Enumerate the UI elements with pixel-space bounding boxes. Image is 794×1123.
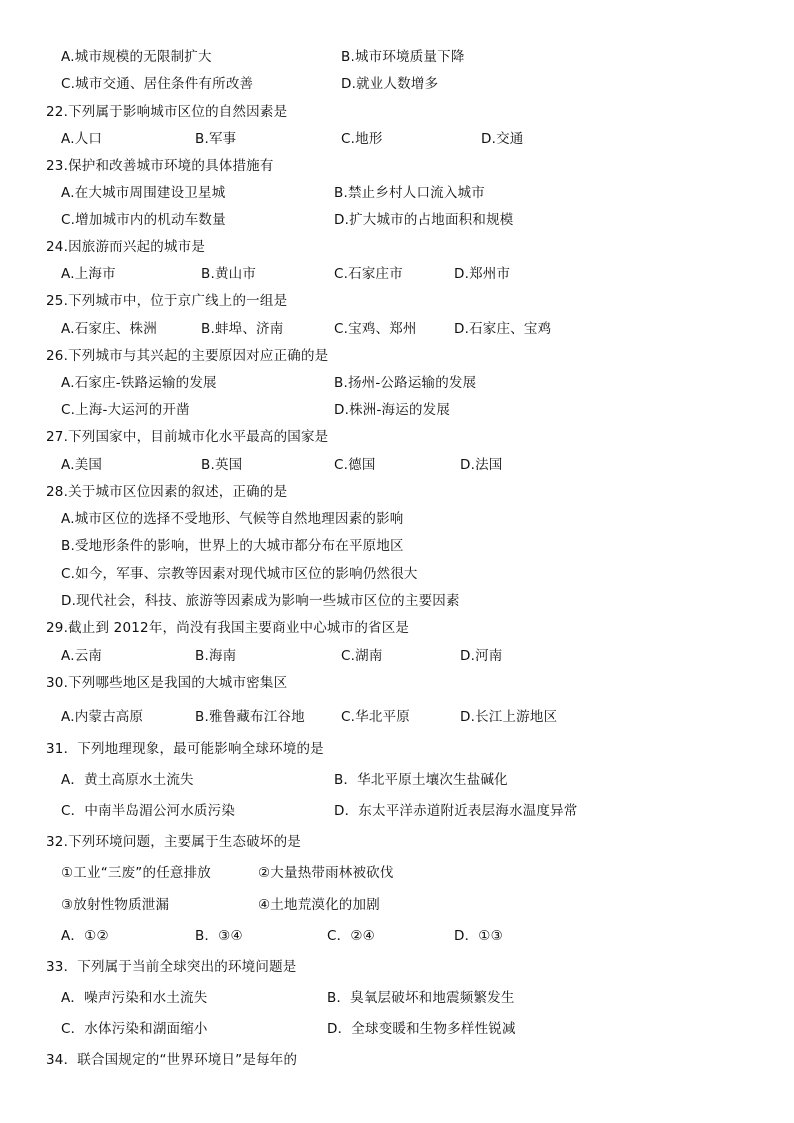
q32-item-4: ④土地荒漠化的加剧 bbox=[258, 897, 380, 913]
q33-option-d: D．全球变暖和生物多样性锐减 bbox=[327, 1021, 516, 1037]
q31-option-c: C．中南半岛湄公河水质污染 bbox=[61, 803, 236, 819]
q30-option-c: C.华北平原 bbox=[341, 709, 410, 725]
q21-option-a: A.城市规模的无限制扩大 bbox=[61, 49, 212, 65]
q33-stem: 33．下列属于当前全球突出的环境问题是 bbox=[46, 959, 297, 975]
q23-option-c: C.增加城市内的机动车数量 bbox=[61, 212, 226, 228]
q25-option-c: C.宝鸡、郑州 bbox=[334, 321, 417, 337]
q21-option-d: D.就业人数增多 bbox=[341, 76, 439, 92]
q26-option-c: C.上海-大运河的开凿 bbox=[61, 402, 190, 418]
q25-option-a: A.石家庄、株洲 bbox=[61, 321, 157, 337]
q32-option-c: C．②④ bbox=[327, 928, 375, 944]
q29-option-a: A.云南 bbox=[61, 648, 103, 664]
q24-option-c: C.石家庄市 bbox=[334, 266, 403, 282]
q28-option-c: C.如今，军事、宗教等因素对现代城市区位的影响仍然很大 bbox=[61, 566, 418, 582]
q22-stem: 22.下列属于影响城市区位的自然因素是 bbox=[46, 104, 288, 120]
q24-option-b: B.黄山市 bbox=[201, 266, 257, 282]
q24-option-d: D.郑州市 bbox=[454, 266, 511, 282]
q26-option-b: B.扬州-公路运输的发展 bbox=[334, 375, 477, 391]
q33-option-b: B．臭氧层破坏和地震频繁发生 bbox=[327, 990, 515, 1006]
q27-option-b: B.英国 bbox=[201, 457, 243, 473]
q23-option-b: B.禁止乡村人口流入城市 bbox=[334, 185, 485, 201]
q32-item-1: ①工业“三废”的任意排放 bbox=[61, 865, 211, 881]
q29-option-d: D.河南 bbox=[460, 648, 503, 664]
q28-stem: 28.关于城市区位因素的叙述，正确的是 bbox=[46, 484, 288, 500]
q31-option-b: B．华北平原土壤次生盐碱化 bbox=[334, 772, 508, 788]
q24-stem: 24.因旅游而兴起的城市是 bbox=[46, 239, 206, 255]
q22-option-b: B.军事 bbox=[195, 131, 237, 147]
q26-stem: 26.下列城市与其兴起的主要原因对应正确的是 bbox=[46, 348, 329, 364]
q28-option-a: A.城市区位的选择不受地形、气候等自然地理因素的影响 bbox=[61, 511, 404, 527]
q25-option-b: B.蚌埠、济南 bbox=[201, 321, 284, 337]
q30-stem: 30.下列哪些地区是我国的大城市密集区 bbox=[46, 675, 288, 691]
q31-option-d: D．东太平洋赤道附近表层海水温度异常 bbox=[334, 803, 578, 819]
q27-option-c: C.德国 bbox=[334, 457, 376, 473]
q32-option-d: D．①③ bbox=[454, 928, 503, 944]
q25-stem: 25.下列城市中，位于京广线上的一组是 bbox=[46, 293, 288, 309]
q32-stem: 32.下列环境问题，主要属于生态破坏的是 bbox=[46, 834, 301, 850]
q32-option-b: B．③④ bbox=[195, 928, 243, 944]
q27-option-d: D.法国 bbox=[460, 457, 503, 473]
q30-option-d: D.长江上游地区 bbox=[460, 709, 558, 725]
q32-option-a: A．①② bbox=[61, 928, 109, 944]
q22-option-d: D.交通 bbox=[481, 131, 524, 147]
q29-option-b: B.海南 bbox=[195, 648, 237, 664]
q31-stem: 31．下列地理现象，最可能影响全球环境的是 bbox=[46, 741, 324, 757]
q23-option-a: A.在大城市周围建设卫星城 bbox=[61, 185, 226, 201]
q22-option-c: C.地形 bbox=[341, 131, 383, 147]
q29-option-c: C.湖南 bbox=[341, 648, 383, 664]
q34-stem: 34．联合国规定的“世界环境日”是每年的 bbox=[46, 1052, 298, 1068]
q22-option-a: A.人口 bbox=[61, 131, 103, 147]
q30-option-a: A.内蒙古高原 bbox=[61, 709, 144, 725]
q23-stem: 23.保护和改善城市环境的具体措施有 bbox=[46, 158, 274, 174]
q26-option-d: D.株洲-海运的发展 bbox=[334, 402, 451, 418]
q21-option-c: C.城市交通、居住条件有所改善 bbox=[61, 76, 254, 92]
q32-item-2: ②大量热带雨林被砍伐 bbox=[258, 865, 394, 881]
q23-option-d: D.扩大城市的占地面积和规模 bbox=[334, 212, 514, 228]
q28-option-b: B.受地形条件的影响，世界上的大城市都分布在平原地区 bbox=[61, 538, 404, 554]
q26-option-a: A.石家庄-铁路运输的发展 bbox=[61, 375, 217, 391]
q24-option-a: A.上海市 bbox=[61, 266, 116, 282]
q21-option-b: B.城市环境质量下降 bbox=[341, 49, 465, 65]
q25-option-d: D.石家庄、宝鸡 bbox=[454, 321, 552, 337]
q32-item-3: ③放射性物质泄漏 bbox=[61, 897, 170, 913]
q27-stem: 27.下列国家中，目前城市化水平最高的国家是 bbox=[46, 429, 329, 445]
q33-option-a: A．噪声污染和水土流失 bbox=[61, 990, 208, 1006]
q33-option-c: C．水体污染和湖面缩小 bbox=[61, 1021, 208, 1037]
q31-option-a: A．黄土高原水土流失 bbox=[61, 772, 194, 788]
q28-option-d: D.现代社会，科技、旅游等因素成为影响一些城市区位的主要因素 bbox=[61, 593, 460, 609]
q27-option-a: A.美国 bbox=[61, 457, 103, 473]
q29-stem: 29.截止到 2012年，尚没有我国主要商业中心城市的省区是 bbox=[46, 620, 410, 636]
q30-option-b: B.雅鲁藏布江谷地 bbox=[195, 709, 305, 725]
